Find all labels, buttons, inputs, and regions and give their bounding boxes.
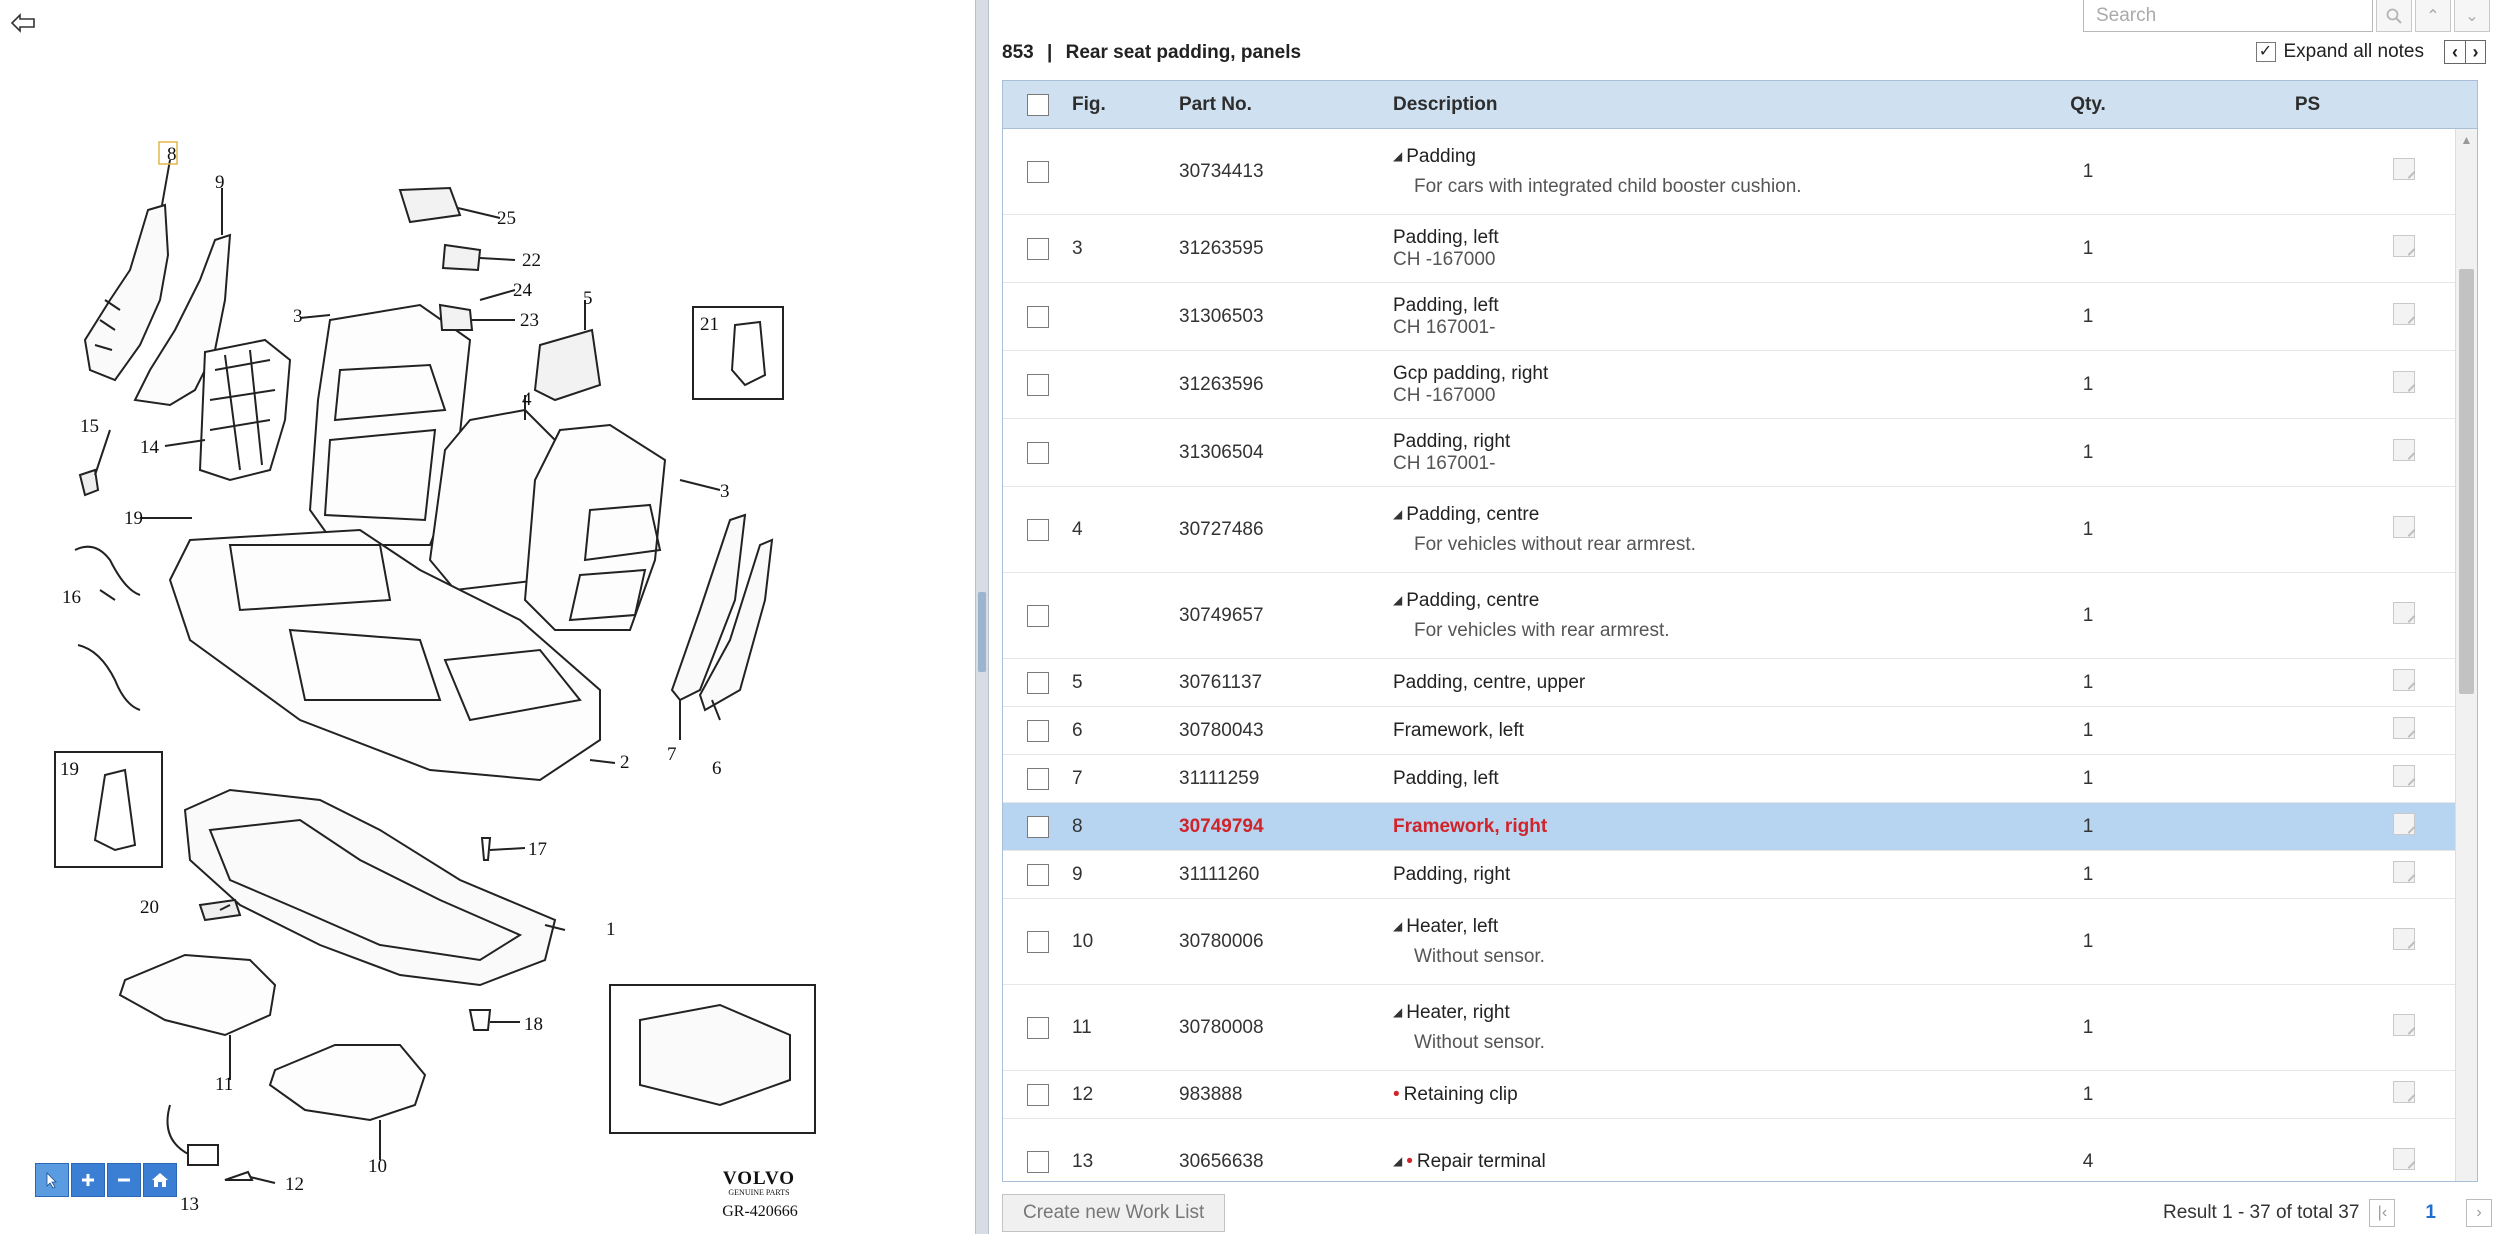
row-chassis-range: CH -167000 [1393,384,1496,406]
row-qty: 1 [2082,305,2094,327]
row-qty: 1 [2082,671,2094,693]
row-qty: 1 [2082,237,2094,259]
svg-text:5: 5 [583,288,593,309]
zoom-in-button[interactable] [71,1163,105,1197]
current-page[interactable]: 1 [2425,1202,2436,1223]
expand-triangle-icon[interactable]: ◢ [1393,148,1403,163]
expand-triangle-icon[interactable]: ◢ [1393,1153,1403,1168]
row-checkbox[interactable] [1027,442,1049,464]
row-chassis-range: CH -167000 [1393,248,1496,270]
svg-text:17: 17 [528,839,547,860]
row-part-no[interactable]: 30761137 [1179,671,1263,693]
svg-text:3: 3 [293,306,303,327]
note-icon[interactable] [2393,861,2415,883]
table-row[interactable] [1003,899,2477,985]
row-part-no[interactable]: 30727486 [1179,518,1264,540]
header-fig[interactable]: Fig. [1072,93,1106,115]
row-part-no[interactable]: 31306504 [1179,441,1264,463]
create-work-list-button[interactable]: Create new Work List [1002,1194,1225,1232]
plus-icon [79,1171,97,1189]
brand-subtitle: GENUINE PARTS [728,1188,790,1197]
svg-text:6: 6 [712,758,722,779]
table-row[interactable] [1003,755,2477,803]
search-button[interactable] [2376,0,2412,32]
row-checkbox[interactable] [1027,605,1049,627]
svg-text:4: 4 [522,389,532,410]
row-description: Framework, left [1393,719,1524,741]
row-checkbox[interactable] [1027,1084,1049,1106]
svg-text:16: 16 [62,587,81,608]
table-header [1003,81,2477,129]
pagination [2163,1199,2492,1227]
pointer-icon [43,1171,61,1189]
diagram-zoom-toolbar [35,1163,177,1197]
table-row[interactable] [1003,851,2477,899]
parts-list-pane [989,0,2500,1234]
row-fig: 5 [1072,671,1083,693]
row-note: Without sensor. [1414,945,1545,967]
callout-8: 8 [167,144,177,165]
scroll-up-arrow-icon[interactable]: ▲ [2460,133,2473,147]
row-checkbox[interactable] [1027,931,1049,953]
row-part-no[interactable]: 30780008 [1179,1016,1264,1038]
note-icon[interactable] [2393,765,2415,787]
zoom-out-button[interactable] [107,1163,141,1197]
row-checkbox[interactable] [1027,672,1049,694]
row-checkbox[interactable] [1027,720,1049,742]
note-icon[interactable] [2393,1148,2415,1170]
header-ps[interactable]: PS [2294,93,2321,115]
table-row[interactable] [1003,487,2477,573]
svg-text:20: 20 [140,897,159,918]
svg-text:3: 3 [720,481,730,502]
row-description: Gcp padding, right [1393,362,1549,384]
chevron-down-icon: ⌄ [2465,7,2479,25]
expand-all-label: Expand all notes [2283,41,2424,62]
row-qty: 1 [2082,518,2094,540]
row-chassis-range: CH 167001- [1393,452,1496,474]
table-row[interactable] [1003,215,2477,283]
row-checkbox[interactable] [1027,161,1049,183]
row-note: For vehicles without rear armrest. [1414,533,1696,555]
row-description: Padding, centre, upper [1393,671,1586,693]
expand-all-checkbox[interactable]: ✓ [2256,42,2276,62]
note-icon[interactable] [2393,669,2415,691]
row-part-no[interactable]: 31306503 [1179,305,1264,327]
group-name: Rear seat padding, panels [1065,42,1302,63]
row-checkbox[interactable] [1027,864,1049,886]
svg-text:25: 25 [497,208,516,229]
row-description: Repair terminal [1416,1150,1546,1172]
svg-text:13: 13 [180,1194,199,1215]
row-part-no[interactable]: 30749657 [1179,604,1264,626]
row-part-no[interactable]: 30656638 [1179,1150,1264,1172]
svg-text:7: 7 [667,744,677,765]
svg-text:22: 22 [522,250,541,271]
note-icon[interactable] [2393,158,2415,180]
svg-text:19: 19 [124,508,143,529]
scroll-thumb[interactable] [2459,269,2474,694]
home-icon [150,1170,170,1190]
row-fig: 12 [1072,1083,1094,1105]
row-checkbox[interactable] [1027,306,1049,328]
group-number: 853 [1002,42,1034,63]
expand-triangle-icon[interactable]: ◢ [1393,506,1403,521]
row-note: For cars with integrated child booster cushion. [1414,175,1802,197]
search-input[interactable] [2083,0,2373,32]
row-fig: 13 [1072,1150,1094,1172]
svg-text:23: 23 [520,310,539,331]
illustration-ref-code: GR-420666 [722,1203,798,1220]
row-fig: 3 [1072,237,1083,259]
row-part-no[interactable]: 30780043 [1179,719,1264,741]
row-description: Heater, left [1406,915,1499,937]
next-group-button[interactable]: › [2465,41,2485,63]
parts-table [1002,80,2478,1182]
svg-text:24: 24 [513,280,532,301]
zoom-home-button[interactable] [143,1163,177,1197]
row-fig: 8 [1072,815,1083,837]
row-checkbox[interactable] [1027,238,1049,260]
svg-text:11: 11 [215,1074,234,1095]
row-description: Padding, left [1393,767,1499,789]
table-scrollbar[interactable] [2455,129,2477,1181]
row-description: Heater, right [1406,1001,1510,1023]
header-description[interactable]: Description [1393,93,1498,115]
header-part-no[interactable]: Part No. [1179,93,1252,115]
row-fig: 11 [1072,1016,1092,1038]
note-icon[interactable] [2393,928,2415,950]
svg-text:12: 12 [285,1174,304,1195]
pane-splitter[interactable] [975,0,989,1234]
row-chassis-range: CH 167001- [1393,316,1496,338]
diagram-pane[interactable] [0,0,975,1234]
svg-text:15: 15 [80,416,99,437]
header-qty[interactable]: Qty. [2070,93,2106,115]
group-separator: | [1046,42,1053,63]
row-description: Retaining clip [1403,1083,1518,1105]
expand-triangle-icon[interactable]: ◢ [1393,1004,1403,1019]
row-checkbox[interactable] [1027,519,1049,541]
minus-icon [115,1171,133,1189]
svg-text:18: 18 [524,1014,543,1035]
table-row[interactable] [1003,351,2477,419]
chevron-up-icon: ⌃ [2426,7,2440,25]
row-part-no[interactable]: 31111260 [1179,863,1260,885]
row-qty: 4 [2082,1150,2094,1172]
row-part-no[interactable]: 983888 [1179,1083,1243,1105]
table-row[interactable] [1003,1071,2477,1119]
row-part-no[interactable]: 31111259 [1179,767,1260,789]
row-part-no[interactable]: 30734413 [1179,160,1264,182]
row-checkbox[interactable] [1027,768,1049,790]
table-row[interactable] [1003,283,2477,351]
row-description: Padding, left [1393,294,1499,316]
splitter-handle[interactable] [978,592,986,672]
row-fig: 4 [1072,518,1083,540]
svg-text:21: 21 [700,314,719,335]
row-qty: 1 [2082,373,2094,395]
row-description: Padding, centre [1406,503,1540,525]
row-description: Padding, right [1393,863,1511,885]
table-row[interactable] [1003,659,2477,707]
svg-text:10: 10 [368,1156,387,1177]
row-fig: 9 [1072,863,1083,885]
row-note: Without sensor. [1414,1031,1545,1053]
note-icon[interactable] [2393,516,2415,538]
note-icon[interactable] [2393,303,2415,325]
next-page-button[interactable]: › [2466,1199,2492,1227]
row-checkbox[interactable] [1027,1151,1049,1173]
row-part-no[interactable]: 31263595 [1179,237,1264,259]
row-description: Padding, left [1393,226,1499,248]
row-fig: 6 [1072,719,1083,741]
svg-text:2: 2 [620,752,630,773]
note-icon[interactable] [2393,1081,2415,1103]
row-description: Padding, right [1393,430,1511,452]
row-qty: 1 [2082,930,2094,952]
group-title [1002,42,1301,64]
table-row[interactable] [1003,1119,2477,1182]
row-fig: 7 [1072,767,1083,789]
select-pointer-button[interactable] [35,1163,69,1197]
select-all-checkbox[interactable] [1027,94,1049,116]
note-icon[interactable] [2393,1014,2415,1036]
svg-text:1: 1 [606,919,616,940]
search-prev-button[interactable] [2415,0,2451,32]
brand-logo: VOLVO [722,1168,796,1189]
table-row[interactable] [1003,419,2477,487]
search-icon [2385,7,2403,25]
expand-triangle-icon[interactable]: ◢ [1393,592,1403,607]
row-qty: 1 [2082,767,2094,789]
result-count: Result 1 - 37 of total 37 [2162,1202,2360,1223]
row-note: For vehicles with rear armrest. [1414,619,1670,641]
note-icon[interactable] [2393,235,2415,257]
table-row[interactable] [1003,129,2477,215]
row-qty: 1 [2082,160,2094,182]
note-icon[interactable] [2393,602,2415,624]
first-page-button[interactable]: |‹ [2369,1199,2395,1227]
svg-text:9: 9 [215,172,225,193]
row-qty: 1 [2082,1083,2094,1105]
table-row[interactable] [1003,985,2477,1071]
row-part-no[interactable]: 31263596 [1179,373,1264,395]
row-checkbox[interactable] [1027,816,1049,838]
svg-text:19: 19 [60,759,79,780]
table-body [1003,129,2477,1182]
row-description: Padding, centre [1406,589,1540,611]
row-checkbox[interactable] [1027,374,1049,396]
row-qty: 1 [2082,863,2094,885]
row-qty: 1 [2082,441,2094,463]
note-icon[interactable] [2393,717,2415,739]
expand-triangle-icon[interactable]: ◢ [1393,918,1403,933]
row-qty: 1 [2082,815,2094,837]
table-footer [1002,1195,2492,1231]
row-description: Padding [1406,145,1476,167]
svg-text:14: 14 [140,437,159,458]
row-description: Framework, right [1393,815,1548,837]
group-navigation [2444,40,2486,64]
table-row[interactable] [1003,707,2477,755]
note-icon[interactable] [2393,813,2415,835]
row-qty: 1 [2082,604,2094,626]
expand-notes-control [2256,40,2487,64]
row-part-no[interactable]: 30780006 [1179,930,1264,952]
bullet-icon: • [1393,1083,1400,1105]
row-part-no[interactable]: 30749794 [1179,815,1264,837]
note-icon[interactable] [2393,371,2415,393]
row-fig: 10 [1072,930,1094,952]
search-next-button[interactable] [2454,0,2490,32]
exploded-view-diagram[interactable] [0,0,975,1234]
bullet-icon: • [1406,1150,1413,1172]
row-qty: 1 [2082,1016,2094,1038]
row-qty: 1 [2082,719,2094,741]
table-row[interactable] [1003,573,2477,659]
search-bar [2083,0,2490,32]
row-checkbox[interactable] [1027,1017,1049,1039]
note-icon[interactable] [2393,439,2415,461]
prev-group-button[interactable]: ‹ [2452,41,2458,62]
table-row-selected[interactable] [1003,803,2477,851]
